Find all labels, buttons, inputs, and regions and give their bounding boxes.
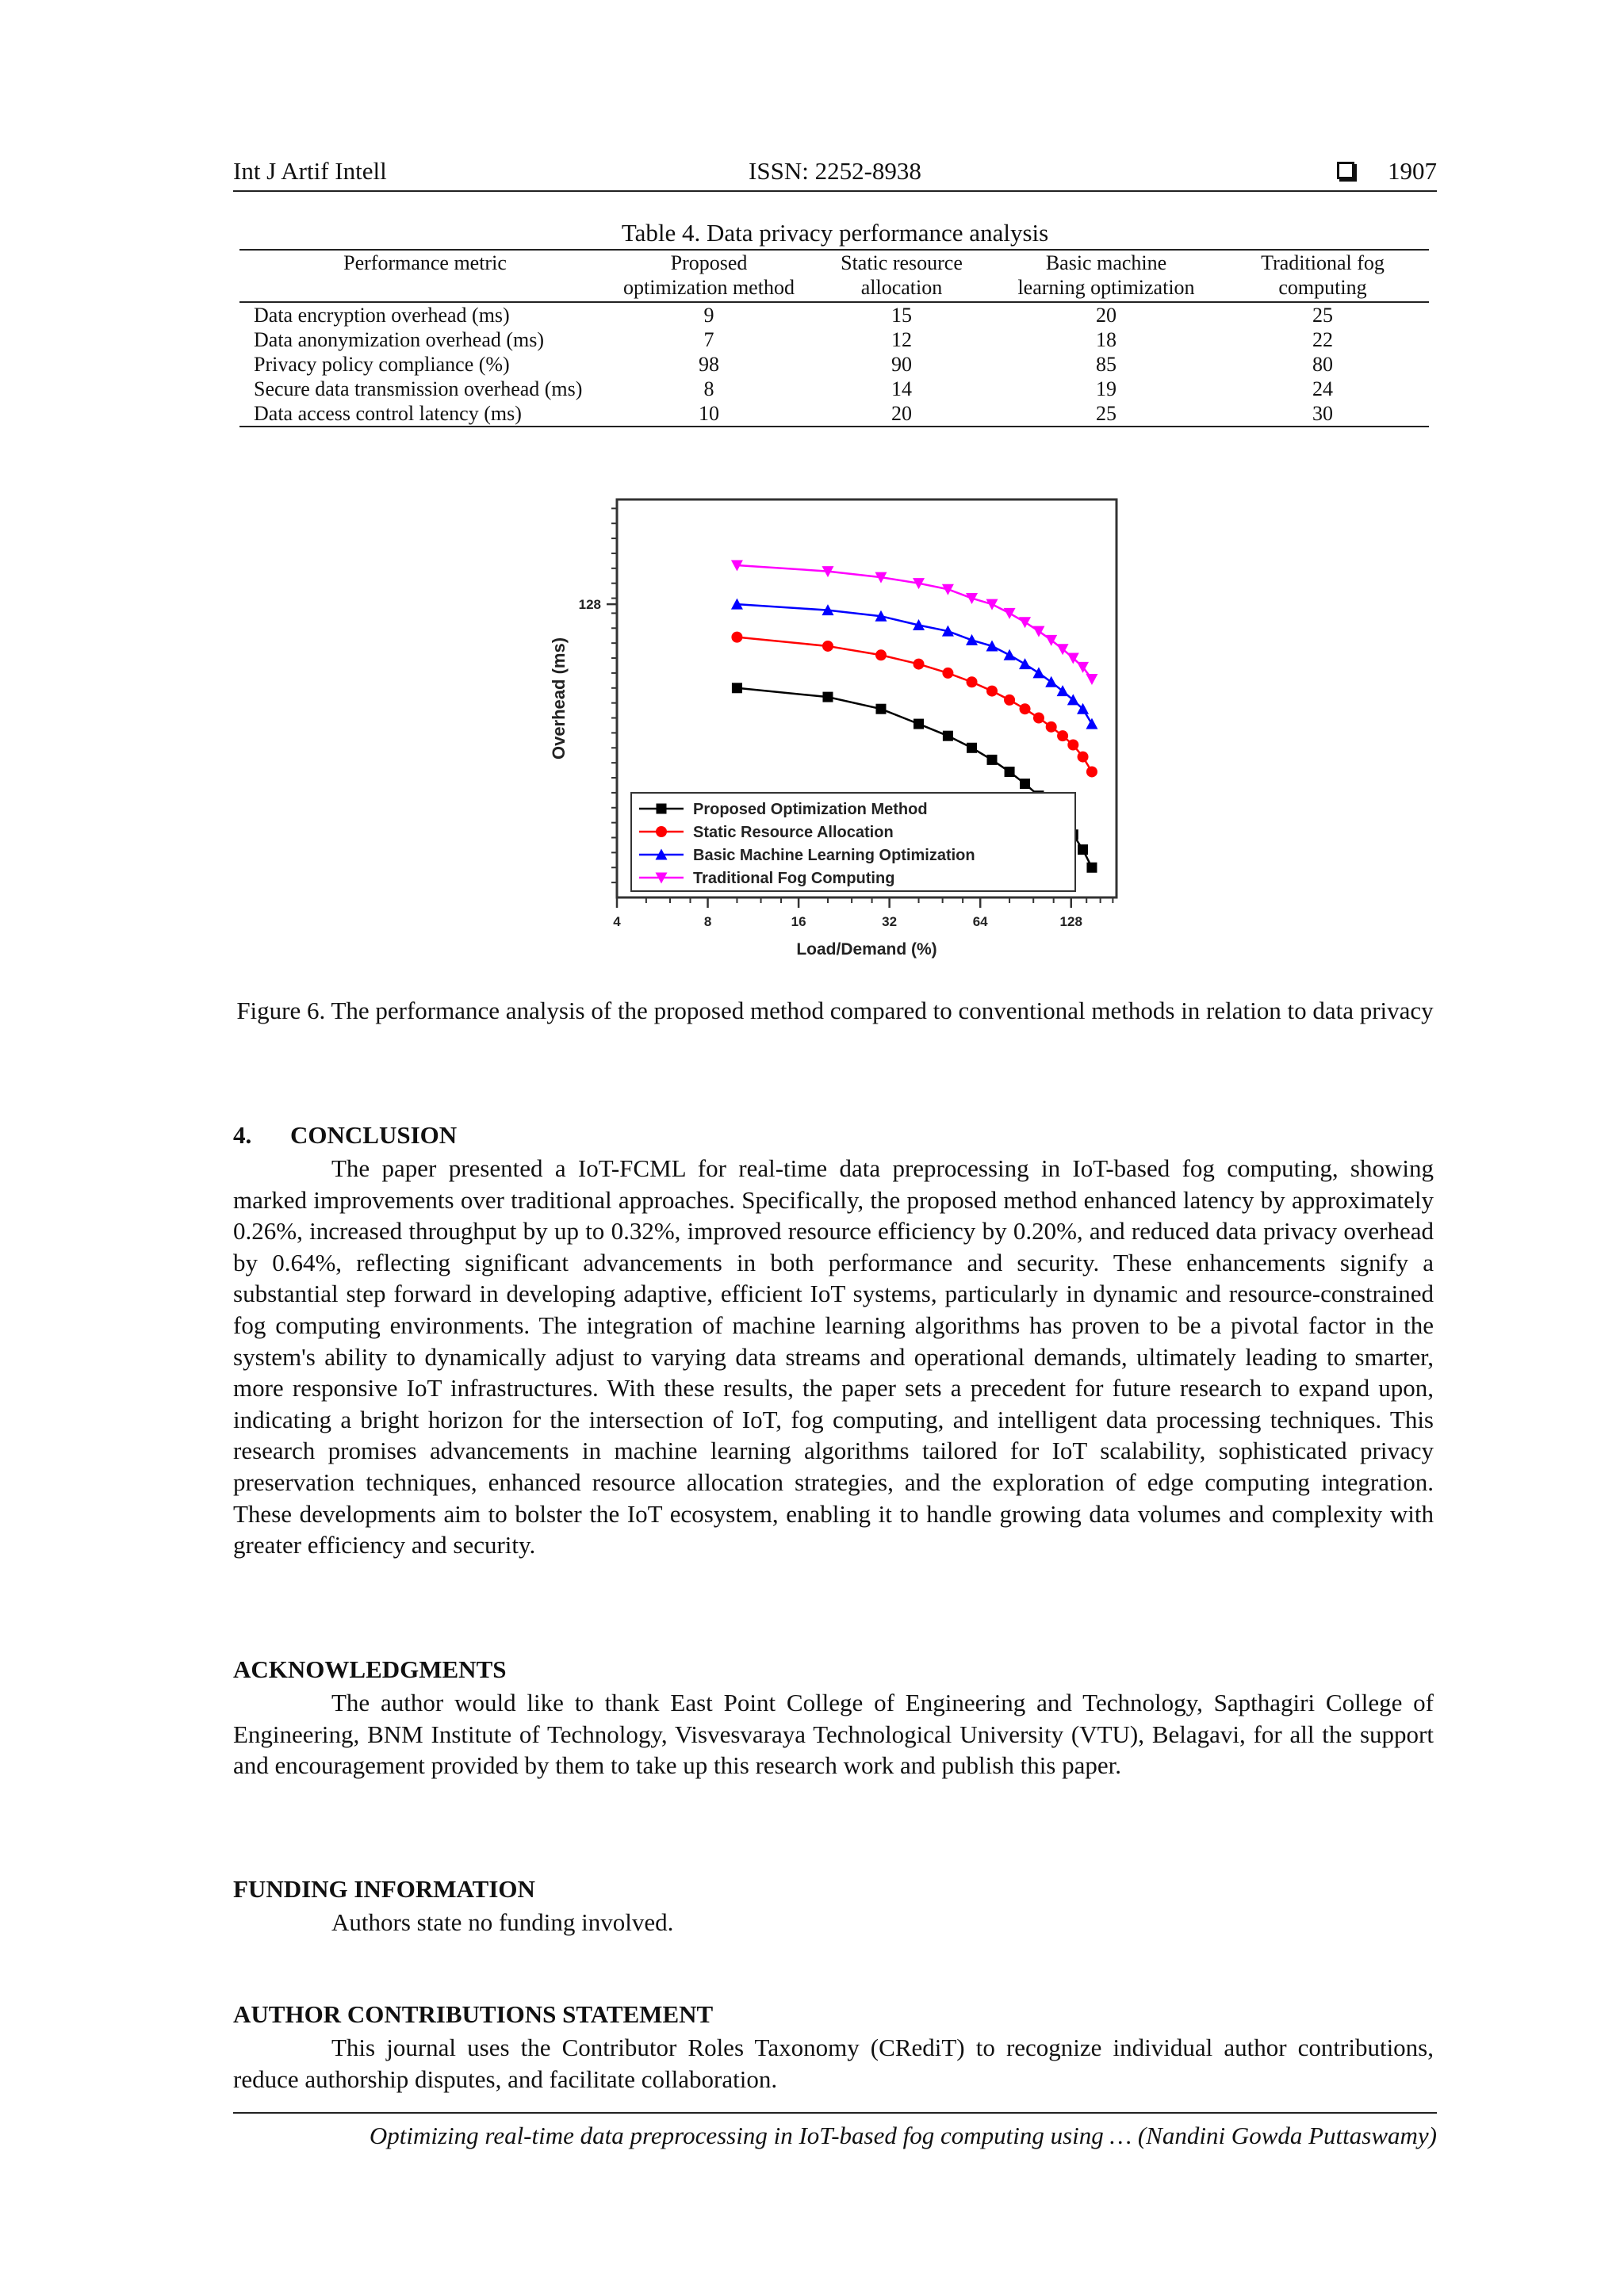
data-point <box>732 683 742 693</box>
data-point <box>822 692 833 702</box>
column-header <box>996 250 1216 302</box>
x-axis-title: Load/Demand (%) <box>796 940 937 959</box>
y-tick-label: 128 <box>578 597 601 613</box>
data-point <box>1019 617 1031 628</box>
data-point <box>1067 740 1078 751</box>
data-point <box>942 584 954 595</box>
table-cell: 20 <box>891 402 912 425</box>
data-point <box>986 599 998 610</box>
table-cell: Secure data transmission overhead (ms) <box>254 377 583 400</box>
data-point <box>875 649 887 660</box>
table-cell: 25 <box>1312 304 1333 327</box>
data-point <box>1086 863 1097 873</box>
journal-name: Int J Artif Intell <box>233 157 387 185</box>
data-point <box>1004 649 1016 660</box>
legend-label: Static Resource Allocation <box>693 824 894 841</box>
table-cell: 22 <box>1312 328 1333 351</box>
data-point <box>1078 844 1088 855</box>
table-cell: 14 <box>891 377 912 400</box>
data-point <box>1033 713 1044 724</box>
table-header-row <box>239 250 1429 302</box>
data-point <box>1086 674 1097 685</box>
data-point <box>943 731 953 741</box>
table-cell: Data access control latency (ms) <box>254 402 522 425</box>
data-point <box>967 743 977 753</box>
author-contributions-heading: AUTHOR CONTRIBUTIONS STATEMENT <box>233 2000 714 2028</box>
data-point <box>1019 658 1031 669</box>
table-cell: 8 <box>703 377 714 400</box>
table-cell: Data encryption overhead (ms) <box>254 304 510 327</box>
y-axis-title: Overhead (ms) <box>549 637 569 760</box>
data-point <box>987 755 998 765</box>
table-cell: 85 <box>1096 353 1116 376</box>
data-point <box>822 641 833 652</box>
data-point <box>1078 752 1089 763</box>
x-tick-label: 128 <box>1059 914 1082 929</box>
overhead-line-chart <box>515 476 1134 967</box>
column-header-line: Performance metric <box>343 251 507 274</box>
column-header-line: allocation <box>860 276 943 299</box>
page-header <box>233 155 1437 192</box>
data-point <box>875 704 886 714</box>
data-point <box>914 719 924 729</box>
table-cell: 98 <box>699 353 719 376</box>
table-row <box>239 377 1429 401</box>
data-point <box>966 634 978 645</box>
acknowledgments-paragraph: The author would like to thank East Point College of Engineering and Technology, Sapthagiri College of Engineering, BNM Institute of Technology, Visvesvaraya Technological University (VTU), Belagavi, for all the support and encouragement provided by them to take up this research work and publish this paper. <box>233 1689 1434 1780</box>
column-header-line: Proposed <box>670 251 748 274</box>
table-cell: 12 <box>891 328 912 351</box>
table-cell: 20 <box>1096 304 1116 327</box>
x-tick-label: 32 <box>882 914 898 929</box>
table-cell: 7 <box>703 328 714 351</box>
acknowledgments-heading: ACKNOWLEDGMENTS <box>233 1655 507 1683</box>
table-cell: Privacy policy compliance (%) <box>254 353 510 376</box>
table-row <box>239 401 1429 427</box>
column-header-line: Basic machine <box>1045 251 1167 274</box>
data-point <box>1032 667 1044 678</box>
data-point <box>967 676 978 687</box>
table-cell: 30 <box>1312 402 1333 425</box>
table-cell: Data anonymization overhead (ms) <box>254 328 545 351</box>
page-footer: Optimizing real-time data preprocessing in IoT-based fog computing using … (Nandini Gowda Puttaswamy) <box>233 2112 1437 2150</box>
funding-paragraph: Authors state no funding involved. <box>331 1908 674 1936</box>
data-point <box>1046 721 1057 733</box>
funding-heading: FUNDING INFORMATION <box>233 1875 535 1903</box>
column-header-line: learning optimization <box>1017 276 1195 299</box>
table-cell: 25 <box>1096 402 1116 425</box>
table-cell: 80 <box>1312 353 1333 376</box>
page-number: 1907 <box>1388 157 1437 185</box>
data-point <box>1045 676 1057 687</box>
table-cell: 90 <box>891 353 912 376</box>
column-header-line: optimization method <box>623 276 795 299</box>
issn: ISSN: 2252-8938 <box>749 157 921 185</box>
figure-caption: Figure 6. The performance analysis of the proposed method compared to conventional methods in relation to data privacy <box>236 997 1434 1024</box>
data-point <box>1004 608 1016 619</box>
table-cell: 9 <box>703 304 714 327</box>
table-cell: 15 <box>891 304 912 327</box>
legend-label: Traditional Fog Computing <box>693 870 895 887</box>
x-tick-label: 4 <box>613 914 621 929</box>
data-point <box>731 632 742 643</box>
series-line <box>737 637 1092 772</box>
legend-marker <box>657 804 667 814</box>
section-number: 4. <box>233 1121 252 1149</box>
data-point <box>986 686 998 697</box>
table-cell: 10 <box>699 402 719 425</box>
data-privacy-table <box>239 249 1429 427</box>
x-tick-label: 8 <box>703 914 712 929</box>
data-point <box>914 659 925 670</box>
table-cell: 24 <box>1312 377 1333 400</box>
table-row <box>239 327 1429 352</box>
column-header <box>807 250 996 302</box>
column-header <box>239 250 611 302</box>
section-title: CONCLUSION <box>290 1121 458 1149</box>
table-row <box>239 302 1429 327</box>
data-point <box>1020 779 1030 789</box>
column-header-line: Static resource <box>841 251 963 274</box>
data-point <box>1032 626 1044 637</box>
column-header <box>611 250 807 302</box>
legend-marker <box>656 826 667 837</box>
x-tick-label: 16 <box>791 914 806 929</box>
data-point <box>1004 695 1015 706</box>
data-point <box>1086 766 1097 777</box>
table-cell: 19 <box>1096 377 1116 400</box>
legend-label: Proposed Optimization Method <box>693 801 928 818</box>
column-header-line: Traditional fog <box>1261 251 1385 274</box>
data-point <box>1086 718 1097 729</box>
legend-label: Basic Machine Learning Optimization <box>693 847 975 864</box>
column-header <box>1216 250 1429 302</box>
x-tick-label: 64 <box>972 914 988 929</box>
column-header-line: computing <box>1278 276 1367 299</box>
data-point <box>1020 703 1031 714</box>
data-point <box>1057 730 1068 741</box>
table-row <box>239 352 1429 377</box>
checkbox-square-icon <box>1337 162 1354 179</box>
conclusion-heading <box>233 1121 457 1150</box>
author-contributions-paragraph: This journal uses the Contributor Roles Taxonomy (CRediT) to recognize individual author contributions, reduce authorship disputes, and facilitate collaboration. <box>233 2034 1434 2093</box>
data-point <box>942 668 953 679</box>
conclusion-paragraph: The paper presented a IoT-FCML for real-time data preprocessing in IoT-based fog computing, showing marked improvements over traditional approaches. Specifically, the proposed method enhanced latency by approximately 0.26%, increased throughput by up to 0.32%, improved resource efficiency by 0.20%, and reduced data privacy overhead by 0.64%, reflecting significant advancements in both performance and security. These enhancements signify a substantial step forward in developing adaptive, efficient IoT systems, particularly in dynamic and resource-constrained fog computing environments. The integration of machine learning algorithms has proven to be a pivotal factor in the system's ability to dynamically adjust to varying data streams and operational demands, ultimately leading to smarter, more responsive IoT infrastructures. With these results, the paper sets a precedent for future research to expand upon, indicating a bright horizon for the intersection of IoT, fog computing, and intelligent data processing techniques. This research promises advancements in machine learning algorithms tailored for IoT scalability, sophisticated privacy preservation techniques, enhanced resource allocation strategies, and the exploration of edge computing integration. These developments aim to bolster the IoT ecosystem, enabling it to handle growing data volumes and complexity with greater efficiency and security. <box>233 1154 1434 1559</box>
table-caption: Table 4. Data privacy performance analysis <box>621 219 1049 247</box>
data-point <box>1005 767 1015 777</box>
table-cell: 18 <box>1096 328 1116 351</box>
